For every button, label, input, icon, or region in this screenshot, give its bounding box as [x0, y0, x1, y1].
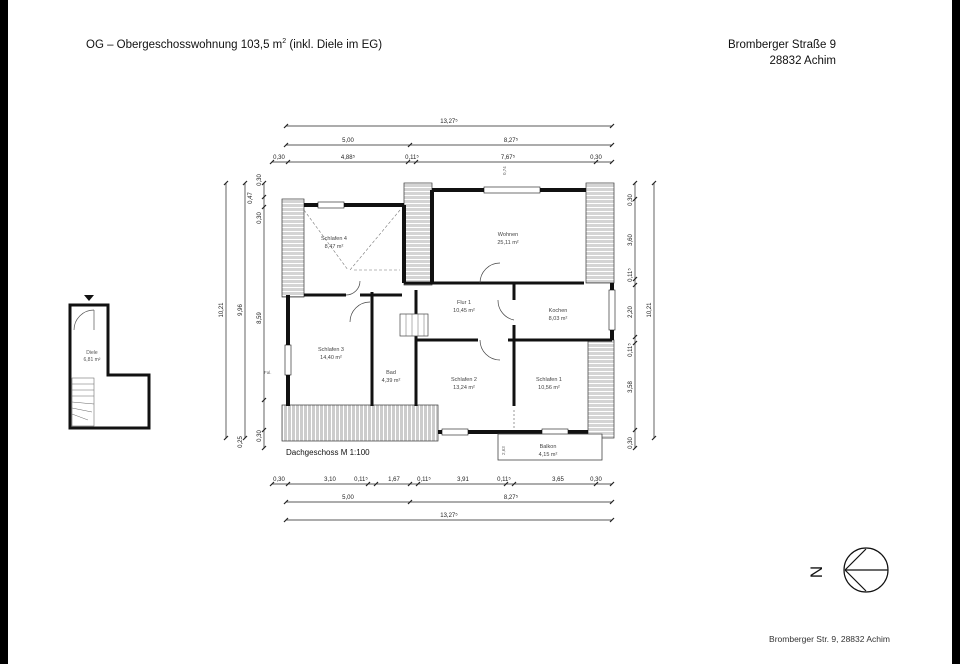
dim-right-detail: 0,30: [628, 194, 634, 206]
plan-caption: Dachgeschoss M 1:100: [286, 448, 370, 457]
room-name: Flur 1: [456, 300, 472, 306]
dim-top-sub: 5,00: [342, 138, 354, 144]
diele-name: Diele: [86, 350, 98, 356]
misc-label: 0,74: [502, 166, 507, 175]
dim-top-detail: 7,67⁵: [500, 155, 516, 161]
address-line-1: Bromberger Straße 9: [727, 39, 836, 51]
dim-left-sub: 9,96: [238, 304, 244, 316]
dim-bottom-detail: 3,65: [552, 477, 564, 483]
page: [8, 0, 952, 664]
room-name: Schlafen 2: [451, 377, 477, 383]
dim-right-detail: 3,58: [628, 381, 634, 393]
dim-bottom-sub: 5,00: [342, 495, 354, 501]
compass-label: N: [807, 565, 826, 579]
dim-bottom-detail: 0,30: [590, 477, 602, 483]
dim-bottom-detail: 0,30: [273, 477, 285, 483]
room-name: Balkon: [539, 444, 557, 450]
room-name: Schlafen 1: [536, 377, 562, 383]
dim-top-detail: 0,11⁵: [405, 155, 419, 161]
compass: [807, 548, 888, 592]
room-area: 8,47 m²: [324, 244, 344, 250]
main-plan: [264, 166, 615, 460]
room-area: 13,24 m²: [453, 385, 475, 391]
room-name: Schlafen 4: [321, 236, 347, 242]
diele-area: 6,81 m²: [83, 357, 101, 363]
dim-left-detail: 0,25: [238, 436, 244, 448]
dim-top-detail: 0,30: [273, 155, 285, 161]
dim-bottom-detail: 0,11⁵: [497, 477, 511, 483]
dim-bottom-total: 13,27⁵: [440, 513, 458, 519]
dim-right-detail: 2,20: [628, 306, 634, 318]
room-name: Bad: [386, 370, 396, 376]
dim-top-total: 13,27⁵: [440, 119, 458, 125]
title-suffix: (inkl. Diele im EG): [286, 38, 383, 51]
room-area: 10,45 m²: [453, 308, 475, 314]
address-line-2: 28832 Achim: [769, 55, 836, 67]
footer-address: Bromberger Str. 9, 28832 Achim: [769, 634, 890, 644]
title-text: OG – Obergeschosswohnung 103,5 m: [86, 38, 283, 51]
dim-right-total: 10,21: [647, 302, 653, 318]
dim-left-detail: 0,30: [257, 430, 263, 442]
dim-bottom-detail: 3,10: [324, 477, 336, 483]
room-area: 14,40 m²: [320, 355, 342, 361]
room-area: 25,11 m²: [497, 240, 519, 246]
diele-plan: [70, 295, 149, 428]
misc-label: 2,63: [501, 446, 506, 455]
dim-left-detail: 0,30: [257, 212, 263, 224]
dim-top-detail: 0,30: [590, 155, 602, 161]
room-name: Schlafen 3: [318, 347, 344, 353]
room-area: 4,15 m²: [538, 452, 558, 458]
dim-right-detail: 0,11⁵: [628, 343, 634, 357]
room-area: 10,56 m²: [538, 385, 560, 391]
dim-right-detail: 0,11⁵: [628, 268, 634, 282]
floor-plan: [8, 0, 952, 664]
room-name: Wohnen: [497, 232, 519, 238]
north-arrow-icon: [845, 549, 888, 591]
room-name: Kochen: [548, 308, 568, 314]
dim-left-total: 10,21: [219, 302, 225, 318]
dim-left-detail: 0,30: [257, 174, 263, 186]
dim-bottom-detail: 0,11⁵: [354, 477, 368, 483]
dim-left-detail: 8,59: [257, 312, 263, 324]
dim-bottom-detail: 1,67: [388, 477, 400, 483]
dim-top-sub: 8,27⁵: [503, 138, 519, 144]
room-area: 4,39 m²: [381, 378, 401, 384]
dim-bottom-detail: 3,91: [457, 477, 469, 483]
dim-top-detail: 4,88⁵: [340, 155, 356, 161]
dim-right-detail: 0,30: [628, 437, 634, 449]
room-area: 8,03 m²: [548, 316, 568, 322]
dim-bottom-detail: 0,11⁵: [417, 477, 431, 483]
dim-right-detail: 3,60: [628, 234, 634, 246]
diele-entrance-marker: [84, 295, 94, 301]
misc-label: Fal.: [264, 370, 272, 375]
title-superscript: 2: [282, 38, 287, 45]
dim-bottom-sub: 8,27⁵: [503, 495, 519, 501]
dim-left-detail: 0,47: [248, 192, 254, 204]
